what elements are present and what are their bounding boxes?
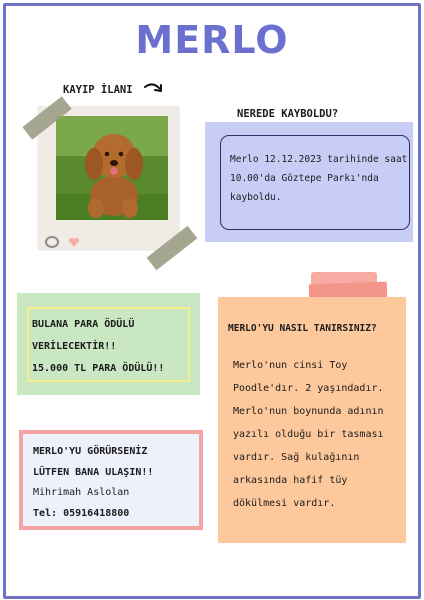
- photo-polaroid: [38, 106, 179, 249]
- reward-box-highlight: [27, 307, 190, 309]
- recognize-line: dökülmesi vardır.: [233, 498, 336, 509]
- reward-line: BULANA PARA ÖDÜLÜ: [32, 319, 135, 330]
- heart-icon: [68, 236, 80, 248]
- contact-phone: Tel: 05916418800: [33, 507, 130, 519]
- dog-photo: [56, 116, 168, 220]
- recognize-line: arkasında hafif tüy: [233, 475, 348, 486]
- poster-title: MERLO: [135, 18, 289, 62]
- contact-name: Mihrimah Aslolan: [33, 487, 130, 498]
- reward-text: [32, 314, 197, 380]
- recognize-heading: MERLO'YU NASIL TANIRSINIZ?: [228, 323, 377, 334]
- where-line: Merlo 12.12.2023 tarihinde saat: [230, 154, 408, 165]
- reward-line: VERİLECEKTİR!!: [32, 341, 117, 352]
- recognize-line: Merlo'nun boynunda adının: [233, 406, 384, 417]
- lost-label: KAYIP İLANI: [63, 84, 133, 96]
- curved-arrow-icon: [143, 81, 165, 97]
- where-text: [230, 150, 406, 207]
- reward-box-highlight: [27, 380, 190, 382]
- where-heading: NEREDE KAYBOLDU?: [237, 108, 339, 120]
- where-line: kayboldu.: [230, 192, 282, 203]
- reward-line: 15.000 TL PARA ÖDÜLÜ!!: [32, 363, 165, 374]
- recognize-line: Merlo'nun cinsi Toy: [233, 360, 348, 371]
- contact-line: LÜTFEN BANA ULAŞIN!!: [33, 466, 154, 478]
- ring-icon: [43, 234, 61, 248]
- recognize-line: yazılı olduğu bir tasması: [233, 429, 384, 440]
- contact-text: [33, 442, 203, 524]
- recognize-text: [233, 354, 403, 515]
- reward-box-highlight: [27, 307, 29, 382]
- where-line: 10.00'da Göztepe Parkı'nda: [230, 173, 379, 184]
- contact-line: MERLO'YU GÖRÜRSENİZ: [33, 446, 148, 457]
- recognize-line: vardır. Sağ kulağının: [233, 452, 360, 463]
- recognize-line: Poodle'dır. 2 yaşındadır.: [233, 383, 384, 394]
